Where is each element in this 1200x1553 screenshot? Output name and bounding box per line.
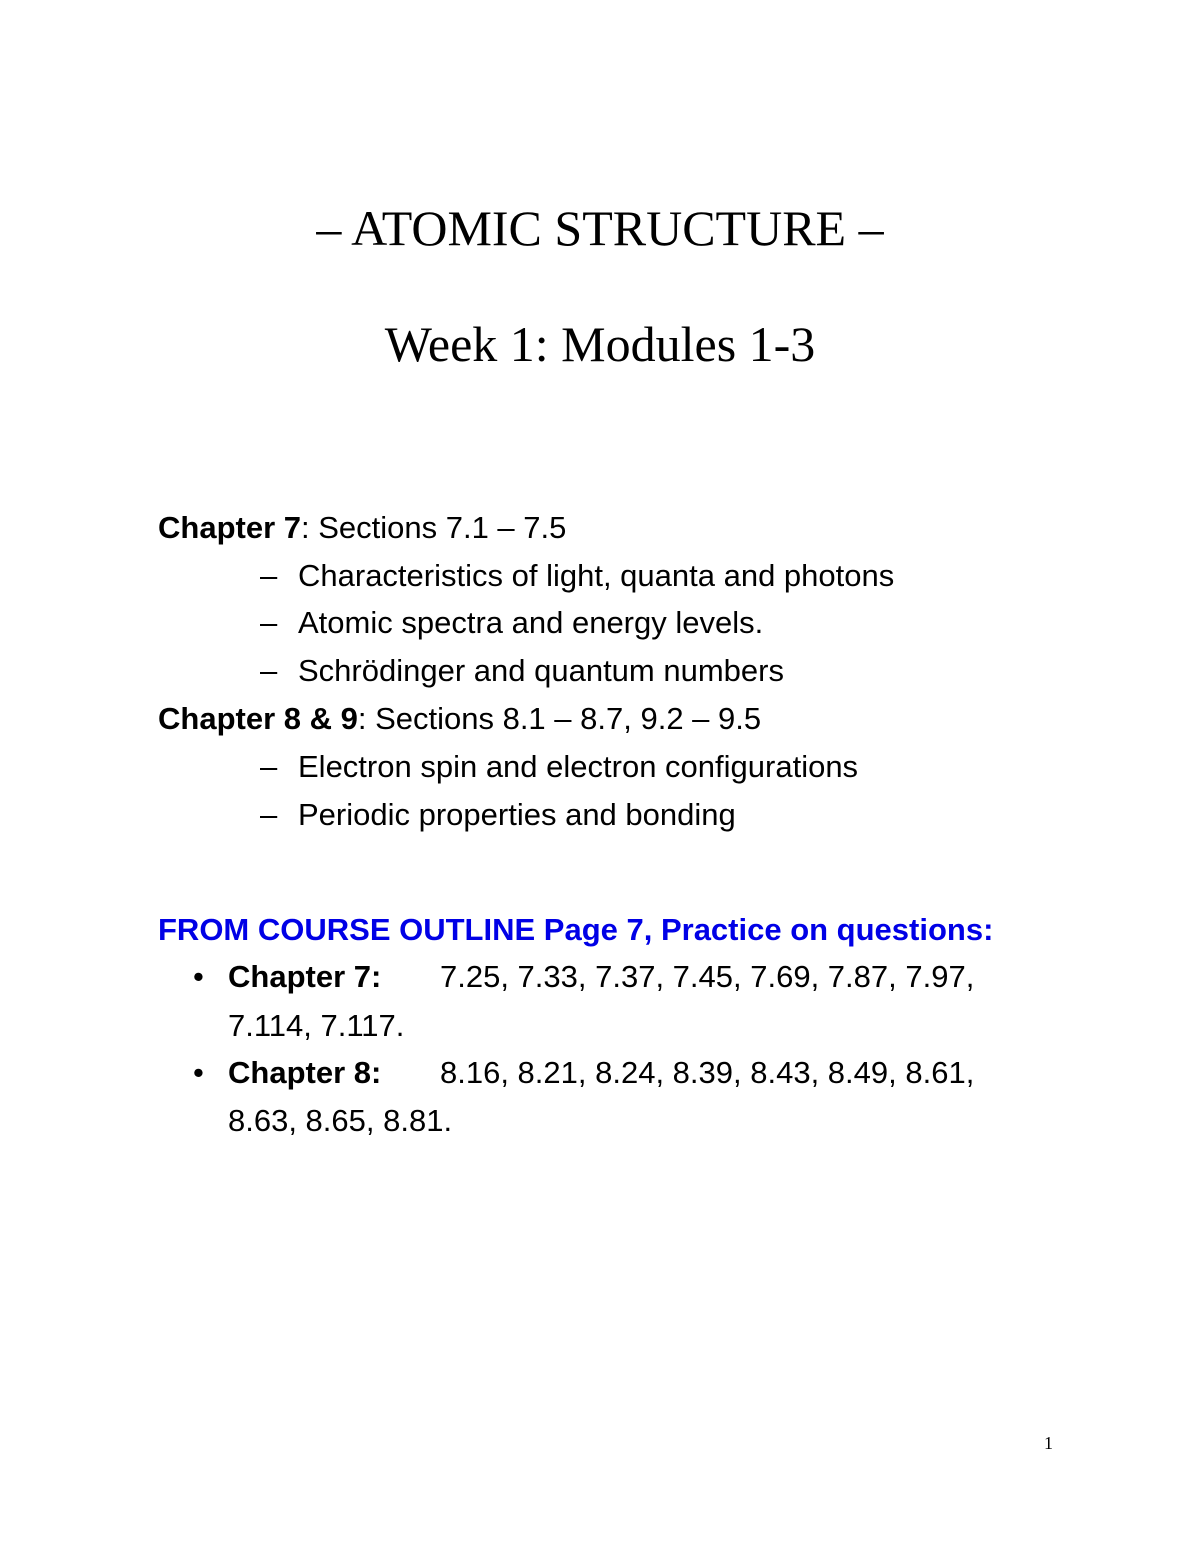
topic-text: Periodic properties and bonding xyxy=(298,797,736,832)
practice-item-questions: 8.16, 8.21, 8.24, 8.39, 8.43, 8.49, 8.61, xyxy=(440,1055,975,1090)
practice-item-chapter-7 xyxy=(228,957,974,997)
list-item xyxy=(260,795,736,835)
dash-bullet: – xyxy=(260,749,278,784)
chapter-7-heading xyxy=(158,508,566,548)
dash-bullet: – xyxy=(260,653,278,688)
dash-bullet: – xyxy=(260,605,278,640)
list-item xyxy=(260,603,763,643)
dash-bullet: – xyxy=(260,797,278,832)
topic-text: Electron spin and electron configurations xyxy=(298,749,859,784)
practice-item-chapter-8 xyxy=(228,1053,974,1093)
practice-item-label: Chapter 7: xyxy=(228,959,382,994)
practice-item-continuation: 8.63, 8.65, 8.81. xyxy=(228,1103,453,1138)
bullet-icon: • xyxy=(193,959,204,994)
page-title: – ATOMIC STRUCTURE – xyxy=(316,200,884,256)
bullet-icon: • xyxy=(193,1055,204,1090)
topic-text: Schrödinger and quantum numbers xyxy=(298,653,784,688)
page-number: 1 xyxy=(1044,1433,1053,1453)
list-item xyxy=(260,747,858,787)
topic-text: Atomic spectra and energy levels. xyxy=(298,605,764,640)
topic-text: Characteristics of light, quanta and photons xyxy=(298,558,895,593)
chapter-7-label: Chapter 7 xyxy=(158,510,301,545)
list-item xyxy=(260,556,894,596)
chapter-7-sections: : Sections 7.1 – 7.5 xyxy=(300,510,567,545)
practice-item-questions: 7.25, 7.33, 7.37, 7.45, 7.69, 7.87, 7.97, xyxy=(440,959,975,994)
list-item xyxy=(260,651,784,691)
dash-bullet: – xyxy=(260,558,278,593)
page-subtitle: Week 1: Modules 1-3 xyxy=(384,316,816,372)
chapter-8-9-label: Chapter 8 & 9 xyxy=(158,701,358,736)
practice-heading: FROM COURSE OUTLINE Page 7, Practice on questions: xyxy=(158,912,994,947)
chapter-8-9-sections: : Sections 8.1 – 8.7, 9.2 – 9.5 xyxy=(357,701,762,736)
chapter-8-9-heading xyxy=(158,699,761,739)
practice-item-continuation: 7.114, 7.117. xyxy=(228,1008,405,1043)
practice-item-label: Chapter 8: xyxy=(228,1055,382,1090)
